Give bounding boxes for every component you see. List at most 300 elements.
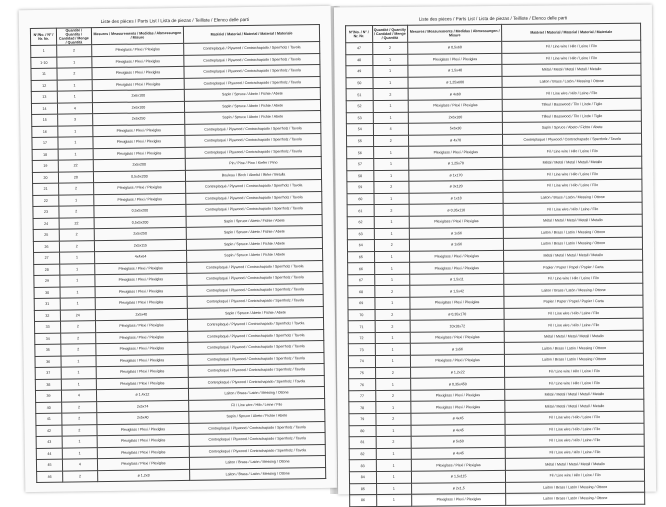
part-number-cell: 47	[346, 43, 373, 55]
material-cell: Fil / Line wire / Hilo / Leine / Filo	[505, 365, 644, 378]
material-cell: Sapin / Spruce / Abeto / Fichte / Abete	[185, 110, 321, 123]
material-cell: Sapin / Spruce / Abeto / Fichte / Abete	[503, 121, 642, 134]
quantity-cell: 1	[60, 252, 95, 264]
measurements-cell: 4x4x64	[94, 250, 187, 263]
measurements-cell: Plexiglass / Plexi / Plexiglas	[91, 43, 184, 56]
part-number-cell: 37	[35, 367, 61, 379]
column-header-number: N°/No. / N° / Nr. Nr.	[30, 28, 56, 45]
quantity-cell: 1	[62, 436, 97, 448]
measurements-cell: ø 4x70	[408, 134, 502, 146]
quantity-cell: 2	[60, 321, 95, 333]
material-cell: Contreplaqué / Plywood / Contrachapado / Sperrholz / Tavola	[187, 294, 323, 307]
part-number-cell: 77	[349, 390, 376, 402]
quantity-cell: 2	[376, 436, 411, 448]
material-cell: Métal / Metal / Metal / Metall / Metallo	[505, 388, 644, 401]
quantity-cell: 1	[374, 193, 409, 205]
column-header-material: Matériel / Material / Material / Material / Materiale	[502, 23, 641, 41]
measurements-cell: ø 1,25x600	[408, 76, 502, 88]
part-number-cell: 84	[349, 472, 376, 484]
material-cell: Métal / Metal / Metal / Metall / Metallo	[504, 249, 643, 262]
part-number-cell: 42	[36, 425, 62, 437]
material-cell: Laiton / Brass / Latón / Messing / Ottone	[502, 75, 641, 88]
material-cell: Métal / Metal / Metal / Metall / Metallo	[502, 63, 641, 76]
measurements-cell: Plexiglass / Plexi / Plexiglas	[91, 55, 184, 68]
part-number-cell: 76	[349, 379, 376, 391]
part-number-cell: 57	[347, 158, 374, 170]
part-number-cell: 45	[36, 459, 62, 471]
measurements-cell: ø 1x56	[410, 343, 504, 355]
part-number-cell: 27	[34, 252, 60, 264]
part-number-cell: 63	[347, 228, 374, 240]
quantity-cell: 2	[62, 401, 97, 413]
column-header-measurements: Mesures / Measurements / Medidas / Abmessungen / Misure	[91, 26, 184, 44]
quantity-cell: 1	[61, 355, 96, 367]
measurements-cell: 10x18x72	[410, 320, 504, 332]
quantity-cell: 1	[373, 77, 408, 89]
part-number-cell: 60	[347, 193, 374, 205]
page-title: Liste des pièces / Parts List / Lista de piezas / Teilliste / Elenco delle parti	[100, 16, 249, 25]
part-number-cell: 56	[347, 147, 374, 159]
measurements-cell: Plexiglass / Plexi / Plexiglas	[411, 401, 505, 413]
measurements-cell: ø 4x45	[411, 424, 505, 436]
column-header-quantity: Quantité / Quantity / Cantidad / Menge / Quantità	[56, 28, 91, 45]
measurements-cell: ø 0,35x450	[411, 378, 505, 390]
part-number-cell: 18	[32, 149, 58, 161]
part-number-cell: 22	[33, 195, 59, 207]
material-cell: Contreplaqué / Plywood / Contrachapado / Sperrholz / Tavola	[184, 65, 320, 78]
quantity-cell: 2	[375, 413, 410, 425]
measurements-cell: 2x5x200	[93, 158, 186, 171]
part-number-cell: 46	[37, 471, 63, 483]
part-number-cell: 52	[346, 101, 373, 113]
quantity-cell: 1	[60, 286, 95, 298]
part-number-cell: 38	[35, 379, 61, 391]
column-header-quantity: Quantité / Quantity / Cantidad / Menge / Quantità	[372, 25, 408, 42]
quantity-cell: 1	[61, 378, 96, 390]
quantity-cell: 4	[62, 459, 97, 471]
part-number-cell: 33	[34, 321, 60, 333]
measurements-cell: Plexiglass / Plexi / Plexiglas	[96, 354, 189, 367]
column-header-material: Matériel / Material / Material / Material / Materiale	[184, 25, 320, 44]
quantity-cell: 2	[375, 367, 410, 379]
material-cell: Fil / Line wire / Hilo / Leine / Filo	[504, 318, 643, 331]
quantity-cell: 1	[374, 274, 409, 286]
material-cell: Contreplaqué / Plywood / Contrachapado / Sperrholz / Tavola	[189, 421, 325, 434]
measurements-cell: 0,5x5x200	[93, 170, 186, 183]
measurements-cell: 2x6x250	[92, 112, 185, 125]
quantity-cell: 2	[59, 183, 94, 195]
material-cell: Contreplaqué / Plywood / Contrachapado / Sperrholz / Tavola	[188, 317, 324, 330]
part-number-cell: 75	[349, 367, 376, 379]
measurements-cell: Plexiglass / Plexi / Plexiglas	[409, 250, 503, 262]
quantity-cell: 2	[375, 309, 410, 321]
material-cell: Laiton / Brass / Latón / Messing / Ottone	[190, 455, 326, 468]
quantity-cell: 1	[60, 298, 95, 310]
quantity-cell: 1	[61, 367, 96, 379]
part-number-cell: 51	[346, 89, 373, 101]
quantity-cell: 2	[374, 239, 409, 251]
quantity-cell: 1	[376, 425, 411, 437]
quantity-cell: 2	[59, 206, 94, 218]
material-cell: Fil / Line wire / Hilo / Leine / Filo	[505, 376, 644, 389]
material-cell: Sapin / Spruce / Abeto / Fichte / Abete	[187, 237, 323, 250]
quantity-cell: 22	[59, 217, 94, 229]
quantity-cell: 1	[374, 251, 409, 263]
part-number-cell: 59	[347, 182, 374, 194]
part-number-cell: 40	[36, 402, 62, 414]
measurements-cell: Plexiglass / Plexi / Plexiglas	[410, 331, 504, 343]
material-cell: Laiton / Brass / Latón / Messing / Ottone	[505, 342, 644, 355]
quantity-cell: 4	[57, 102, 92, 114]
part-number-cell: 31	[34, 298, 60, 310]
part-number-cell: 74	[348, 356, 375, 368]
material-cell: Contreplaqué / Plywood / Contrachapado / Sperrholz / Tavola	[184, 42, 320, 55]
quantity-cell: 1	[373, 112, 408, 124]
measurements-cell: Plexiglass / Plexi / Plexiglas	[409, 215, 503, 227]
part-number-cell: 72	[348, 332, 375, 344]
material-cell: Métal / Metal / Metal / Metall / Metallo	[505, 330, 644, 343]
part-number-cell: 69	[348, 298, 375, 310]
measurements-cell: 2x6x100	[408, 111, 502, 123]
material-cell: Contreplaqué / Plywood / Contrachapado / Sperrholz / Tavola	[184, 76, 320, 89]
measurements-cell: 2x6x100	[92, 89, 185, 102]
quantity-cell: 2	[374, 205, 409, 217]
measurements-cell: ø 5x50	[411, 436, 505, 448]
measurements-cell: ø 1,2x8	[97, 469, 190, 482]
quantity-cell: 2	[372, 42, 407, 54]
material-cell: Contreplaqué / Plywood / Contrachapado / Sperrholz / Tavola	[186, 179, 322, 192]
quantity-cell: 1	[60, 275, 95, 287]
material-cell: Fil / Line wire / Hilo / Leine / Filo	[505, 411, 644, 424]
part-number-cell: 71	[348, 321, 375, 333]
part-number-cell: 80	[349, 425, 376, 437]
part-number-cell: 49	[346, 66, 373, 78]
material-cell: Contreplaqué / Plywood / Contrachapado / Sperrholz / Tavola	[189, 432, 325, 445]
quantity-cell: 1	[57, 91, 92, 103]
material-cell: Contreplaqué / Plywood / Contrachapado / Sperrholz / Tavola	[188, 375, 324, 388]
quantity-cell: 2	[375, 320, 410, 332]
material-cell: Tilleul / Basswood / Tilo / Linde / Tiglio	[503, 110, 642, 123]
material-cell: Sapin / Spruce / Abeto / Fichte / Abete	[187, 306, 323, 319]
material-cell: Contreplaqué / Plywood / Contrachapado / Sperrholz / Tavola	[188, 363, 324, 376]
material-cell: Sapin / Spruce / Abeto / Fichte / Abete	[186, 225, 322, 238]
quantity-cell: 1	[62, 447, 97, 459]
material-cell: Contreplaqué / Plywood / Contrachapado / Sperrholz / Tavola	[186, 202, 322, 215]
measurements-cell: Plexiglass / Plexi / Plexiglas	[93, 193, 186, 206]
measurements-cell: Plexiglass / Plexi / Plexiglas	[412, 494, 506, 506]
measurements-cell: 5x6x30	[408, 123, 502, 135]
quantity-cell: 2	[375, 390, 410, 402]
material-cell: Métal / Metal / Metal / Metall / Metallo	[504, 214, 643, 227]
material-cell: Laiton / Brass / Latón / Messing / Ottone	[190, 467, 326, 480]
part-number-cell: 16	[32, 126, 58, 138]
quantity-cell: 1	[374, 263, 409, 275]
measurements-cell: Plexiglass / Plexi / Plexiglas	[411, 459, 505, 471]
part-number-cell: 64	[347, 240, 374, 252]
measurements-cell: Plexiglass / Plexi / Plexiglas	[408, 53, 502, 65]
material-cell: Contreplaqué / Plywood / Contrachapado / Sperrholz / Tavola	[503, 133, 642, 146]
measurements-cell: Plexiglass / Plexi / Plexiglas	[93, 147, 186, 160]
quantity-cell: 2	[59, 229, 94, 241]
measurements-cell: ø 4x45	[411, 412, 505, 424]
material-cell: Laiton / Brass / Latón / Messing / Ottone	[504, 284, 643, 297]
column-header-number: N°/No. / N° / Nr. Nr.	[346, 26, 373, 43]
part-number-cell: 1	[31, 45, 57, 57]
part-number-cell: 25	[33, 229, 59, 241]
part-number-cell: 32	[34, 310, 60, 322]
quantity-cell: 2	[62, 413, 97, 425]
part-number-cell: 50	[346, 77, 373, 89]
part-number-cell: 73	[348, 344, 375, 356]
quantity-cell: 1	[60, 263, 95, 275]
measurements-cell: Plexiglass / Plexi / Plexiglas	[96, 377, 189, 390]
part-number-cell: 30	[34, 287, 60, 299]
part-number-cell: 36	[35, 356, 61, 368]
part-number-cell: 28	[34, 264, 60, 276]
quantity-cell: 3	[58, 114, 93, 126]
part-number-cell: 34	[35, 333, 61, 345]
part-number-cell: 53	[346, 112, 373, 124]
material-cell: Contreplaqué / Plywood / Contrachapado / Sperrholz / Tavola	[187, 260, 323, 273]
column-header-measurements: Mesures / Measurements / Medidas / Abmessungen / Misure	[407, 24, 502, 42]
material-cell: Bouleau / Birch / Abedul / Birke / Betulla	[186, 168, 322, 181]
part-number-cell: 39	[35, 390, 61, 402]
material-cell: Sapin / Spruce / Abeto / Fichte / Abete	[184, 87, 320, 100]
quantity-cell: 1	[373, 170, 408, 182]
quantity-cell: 2	[61, 344, 96, 356]
measurements-cell: ø 1x56	[409, 227, 503, 239]
material-cell: Sapin / Spruce / Abeto / Fichte / Abete	[187, 248, 323, 261]
material-cell: Papier / Paper / Papel / Papier / Carta	[504, 295, 643, 308]
part-number-cell: 44	[36, 448, 62, 460]
part-number-cell: 13	[31, 91, 57, 103]
measurements-cell: Plexiglass / Plexi / Plexiglas	[95, 285, 188, 298]
page-title: Liste des pièces / Parts List / Lista de piezas / Teilliste / Elenco delle parti	[418, 15, 568, 22]
material-cell: Contreplaqué / Plywood / Contrachapado / Sperrholz / Tavola	[185, 145, 321, 158]
quantity-cell: 1	[373, 100, 408, 112]
part-number-cell: 12	[31, 80, 57, 92]
material-cell: Fil / Line wire / Hilo / Leine / Filo	[189, 398, 325, 411]
quantity-cell: 1	[372, 65, 407, 77]
material-cell: Métal / Metal / Metal / Metall / Metallo	[506, 458, 645, 471]
measurements-cell: ø 3x120	[409, 181, 503, 193]
table-row	[350, 492, 645, 506]
part-number-cell: 78	[349, 402, 376, 414]
measurements-cell: ø 4x45	[411, 447, 505, 459]
material-cell: Fil / Line wire / Hilo / Leine / Filo	[503, 145, 642, 158]
material-cell: Métal / Metal / Metal / Metall / Metallo	[503, 156, 642, 169]
part-number-cell: 67	[348, 274, 375, 286]
measurements-cell: Plexiglass / Plexi / Plexiglas	[96, 365, 189, 378]
part-number-cell: 81	[349, 437, 376, 449]
measurements-cell: ø 2x1,5	[411, 482, 505, 494]
measurements-cell: 2x5x40	[96, 411, 189, 424]
quantity-cell: 1	[375, 355, 410, 367]
part-number-cell: 82	[349, 448, 376, 460]
quantity-cell: 1	[373, 158, 408, 170]
quantity-cell: 1	[58, 148, 93, 160]
measurements-cell: Plexiglass / Plexi / Plexiglas	[95, 342, 188, 355]
left-page	[19, 6, 338, 492]
measurements-cell: ø 0,5x60	[408, 41, 502, 53]
measurements-cell: Plexiglass / Plexi / Plexiglas	[93, 181, 186, 194]
material-cell: Contreplaqué / Plywood / Contrachapado / Sperrholz / Tavola	[187, 271, 323, 284]
quantity-cell: 1	[376, 483, 411, 495]
measurements-cell: ø 0,35x110	[409, 204, 503, 216]
material-cell: Fil / Line wire / Hilo / Leine / Filo	[503, 168, 642, 181]
measurements-cell: ø 1,5x48	[408, 65, 502, 77]
part-number-cell: 62	[347, 216, 374, 228]
measurements-cell: Plexiglass / Plexi / Plexiglas	[95, 273, 188, 286]
quantity-cell: 24	[60, 309, 95, 321]
quantity-cell: 4	[61, 390, 96, 402]
material-cell: Sapin / Spruce / Abeto / Fichte / Abete	[189, 409, 325, 422]
part-number-cell: 65	[348, 251, 375, 263]
parts-table	[30, 24, 326, 483]
measurements-cell: Plexiglass / Plexi / Plexiglas	[410, 262, 504, 274]
quantity-cell: 2	[57, 68, 92, 80]
quantity-cell: 1	[375, 402, 410, 414]
measurements-cell: Plexiglass / Plexi / Plexiglas	[95, 319, 188, 332]
part-number-cell: 35	[35, 344, 61, 356]
part-number-cell: 43	[36, 436, 62, 448]
quantity-cell: 1	[375, 344, 410, 356]
part-number-cell: 17	[32, 137, 58, 149]
material-cell: Laiton / Brass / Latón / Messing / Ottone	[505, 353, 644, 366]
part-number-cell: 26	[33, 241, 59, 253]
quantity-cell: 1	[58, 137, 93, 149]
material-cell: Fil / Line wire / Hilo / Leine / Filo	[502, 40, 641, 53]
measurements-cell: Plexiglass / Plexi / Plexiglas	[92, 66, 185, 79]
quantity-cell: 2	[373, 181, 408, 193]
measurements-cell: ø 1,25x70	[409, 157, 503, 169]
part-number-cell: 61	[347, 205, 374, 217]
part-number-cell: 21	[33, 183, 59, 195]
part-number-cell: 66	[348, 263, 375, 275]
material-cell: Fil / Line wire / Hilo / Leine / Filo	[502, 52, 641, 65]
measurements-cell: Plexiglass / Plexi / Plexiglas	[411, 389, 505, 401]
measurements-cell: ø 1x56	[409, 239, 503, 251]
quantity-cell: 1	[376, 471, 411, 483]
part-number-cell: 24	[33, 218, 59, 230]
material-cell: Laiton / Brass / Latón / Messing / Ottone	[189, 386, 325, 399]
quantity-cell: 1	[376, 460, 411, 472]
quantity-cell: 1	[375, 378, 410, 390]
material-cell: Tilleul / Basswood / Tilo / Linde / Tiglio	[503, 98, 642, 111]
material-cell: Pin / Pine / Pino / Kiefer / Pino	[185, 156, 321, 169]
material-cell: Fil / Line wire / Hilo / Leine / Filo	[503, 203, 642, 216]
measurements-cell: 2x5x115	[94, 239, 187, 252]
material-cell: Fil / Line wire / Hilo / Leine / Filo	[505, 423, 644, 436]
parts-table-body	[346, 40, 645, 506]
material-cell: Contreplaqué / Plywood / Contrachapado / Sperrholz / Tavola	[186, 191, 322, 204]
measurements-cell: ø 4x60	[408, 88, 502, 100]
measurements-cell: ø 1,5x115	[411, 470, 505, 482]
quantity-cell: 1	[57, 79, 92, 91]
measurements-cell: ø 1,5x42	[410, 285, 504, 297]
measurements-cell: 2x6x100	[92, 101, 185, 114]
measurements-cell: 2x5x40	[95, 308, 188, 321]
part-number-cell: 14	[31, 103, 57, 115]
part-number-cell: 23	[33, 206, 59, 218]
part-number-cell: 41	[36, 413, 62, 425]
measurements-cell: Plexiglass / Plexi / Plexiglas	[97, 423, 190, 436]
quantity-cell: 2	[63, 470, 98, 482]
measurements-cell: Plexiglass / Plexi / Plexiglas	[408, 99, 502, 111]
part-number-cell: 86	[350, 495, 377, 507]
parts-table-body	[31, 42, 326, 483]
material-cell: Laiton / Brass / Latón / Messing / Ottone	[504, 226, 643, 239]
quantity-cell: 2	[57, 45, 92, 57]
part-number-cell: 29	[34, 275, 60, 287]
measurements-cell: Plexiglass / Plexi / Plexiglas	[97, 434, 190, 447]
quantity-cell: 1	[374, 297, 409, 309]
measurements-cell: Plexiglass / Plexi / Plexiglas	[409, 146, 503, 158]
measurements-cell: Plexiglass / Plexi / Plexiglas	[92, 124, 185, 137]
material-cell: Fil / Line wire / Hilo / Leine / Filo	[504, 307, 643, 320]
material-cell: Contreplaqué / Plywood / Contrachapado / Sperrholz / Tavola	[188, 352, 324, 365]
material-cell: Contreplaqué / Plywood / Contrachapado / Sperrholz / Tavola	[188, 340, 324, 353]
material-cell: Laiton / Brass / Latón / Messing / Ottone	[504, 237, 643, 250]
part-number-cell: 85	[350, 483, 377, 495]
quantity-cell: 1	[59, 194, 94, 206]
quantity-cell: 1	[376, 448, 411, 460]
quantity-cell: 2	[59, 240, 94, 252]
part-number-cell: 79	[349, 414, 376, 426]
quantity-cell: 2	[373, 89, 408, 101]
measurements-cell: 2x5x250	[94, 227, 187, 240]
quantity-cell: 4	[373, 123, 408, 135]
measurements-cell: 0,5x5x200	[94, 216, 187, 229]
material-cell: Laiton / Brass / Latón / Messing / Ottone	[506, 492, 645, 505]
measurements-cell: 0,5x5x200	[94, 204, 187, 217]
measurements-cell: Plexiglass / Plexi / Plexiglas	[97, 446, 190, 459]
measurements-cell: Plexiglass / Plexi / Plexiglas	[97, 457, 190, 470]
material-cell: Sapin / Spruce / Abeto / Fichte / Abete	[185, 99, 321, 112]
quantity-cell: 1	[376, 494, 411, 506]
measurements-cell: ø 1x18	[409, 192, 503, 204]
right-page	[334, 5, 656, 503]
material-cell: Contreplaqué / Plywood / Contrachapado / Sperrholz / Tavola	[185, 133, 321, 146]
material-cell: Sapin / Spruce / Abeto / Fichte / Abete	[186, 214, 322, 227]
measurements-cell: Plexiglass / Plexi / Plexiglas	[410, 296, 504, 308]
part-number-cell: 1-10	[31, 57, 57, 69]
measurements-cell: ø 1,2x22	[410, 366, 504, 378]
material-cell: Fil / Line wire / Hilo / Leine / Filo	[505, 434, 644, 447]
quantity-cell: 1	[375, 332, 410, 344]
material-cell: Contreplaqué / Plywood / Contrachapado / Sperrholz / Tavola	[189, 444, 325, 457]
measurements-cell: 2x5x74	[96, 400, 189, 413]
part-number-cell: 83	[349, 460, 376, 472]
measurements-cell: ø 1,4x12	[96, 388, 189, 401]
measurements-cell: ø 1,5x11	[410, 273, 504, 285]
part-number-cell: 54	[346, 124, 373, 136]
part-number-cell: 55	[346, 135, 373, 147]
measurements-cell: ø 0,35x170	[410, 308, 504, 320]
part-number-cell: 20	[32, 172, 58, 184]
quantity-cell: 2	[62, 424, 97, 436]
quantity-cell: 2	[373, 135, 408, 147]
material-cell: Contreplaqué / Plywood / Contrachapado / Sperrholz / Tavola	[185, 122, 321, 135]
quantity-cell: 20	[58, 171, 93, 183]
parts-table	[345, 23, 645, 507]
measurements-cell: Plexiglass / Plexi / Plexiglas	[92, 78, 185, 91]
quantity-cell: 1	[372, 54, 407, 66]
measurements-cell: Plexiglass / Plexi / Plexiglas	[410, 354, 504, 366]
measurements-cell: Plexiglass / Plexi / Plexiglas	[93, 135, 186, 148]
material-cell: Contreplaqué / Plywood / Contrachapado / Sperrholz / Tavola	[184, 53, 320, 66]
material-cell: Fil / Line wire / Hilo / Leine / Filo	[506, 469, 645, 482]
